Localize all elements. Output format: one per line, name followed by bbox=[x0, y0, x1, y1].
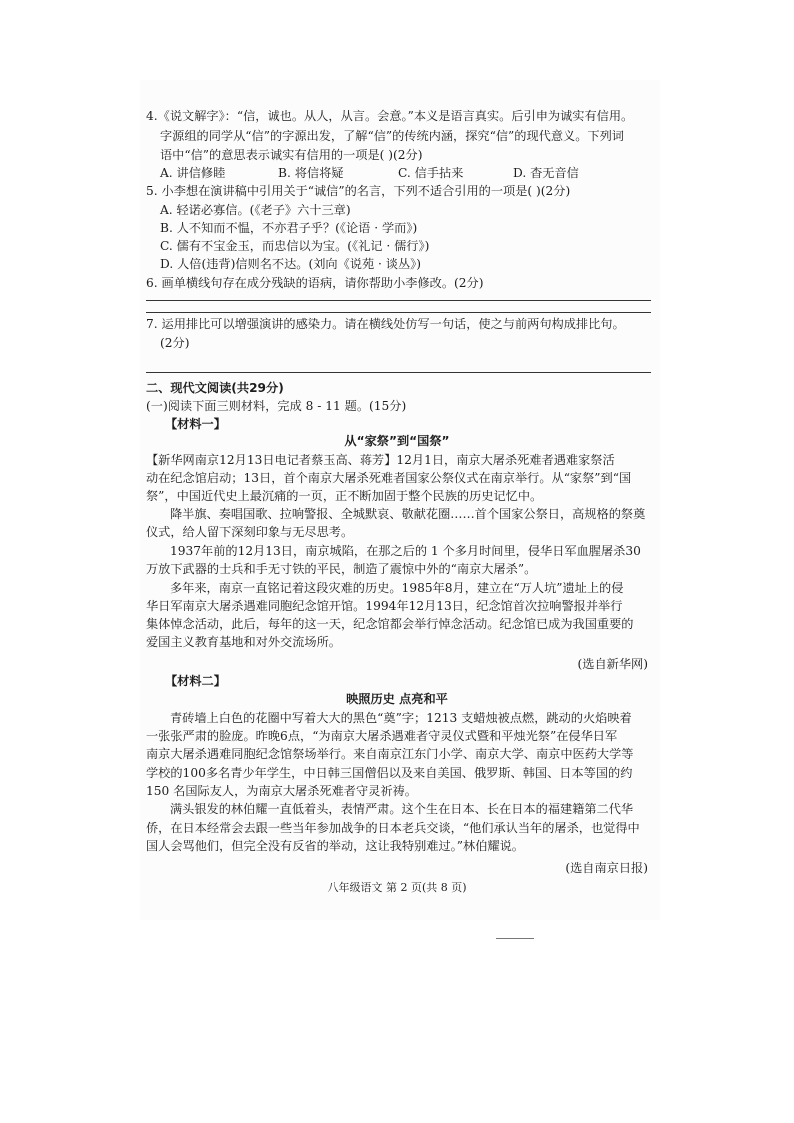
material1-para: 集体悼念活动，此后，每年的这一天，纪念馆都会举行悼念活动。纪念馆已成为我国重要的 bbox=[146, 617, 634, 631]
scan-mark bbox=[496, 938, 534, 939]
section-title: 二、现代文阅读(共29分) bbox=[146, 381, 284, 395]
q4-line2: 字源组的同学从“信”的字源出发，了解“信”的传统内涵，探究“信”的现代意义。下列词 bbox=[160, 129, 624, 143]
material1-para: 祭”，中国近代史上最沉痛的一页，正不断加固于整个民族的历史记忆中。 bbox=[146, 489, 543, 503]
material2-para: 一张张严肃的脸庞。昨晚6点，“为南京大屠杀遇难者守灵仪式暨和平烛光祭”在侵华日军 bbox=[146, 729, 618, 743]
material2-label: 【材料二】 bbox=[165, 674, 226, 688]
q5-option-a: A. 轻诺必寡信。(《老子》六十三章) bbox=[160, 203, 351, 217]
material2-para: 学校的100多名青少年学生，中日韩三国僧侣以及来自美国、俄罗斯、韩国、日本等国的约 bbox=[146, 766, 633, 780]
q4-option-c: C. 信手拈来 bbox=[398, 166, 464, 180]
q5-line1: 5. 小李想在演讲稿中引用关于“诚信”的名言，下列不适合引用的一项是( )(2分) bbox=[146, 184, 571, 198]
q4-option-d: D. 杳无音信 bbox=[513, 166, 579, 180]
q4-option-b: B. 将信将疑 bbox=[278, 166, 344, 180]
material1-label: 【材料一】 bbox=[165, 417, 226, 431]
material1-para: 华日军南京大屠杀遇难同胞纪念馆开馆。1994年12月13日，纪念馆首次拉响警报并举行 bbox=[146, 599, 623, 613]
material1-para: 降半旗、奏唱国歌、拉响警报、全城默哀、敬献花圈……首个国家公祭日，高规格的祭奠 bbox=[170, 507, 646, 521]
q4-line1: 4.《说文解字》：“信，诚也。从人，从言。会意。”本义是语言真实。后引申为诚实有信用。 bbox=[146, 109, 634, 123]
material1-para: 爱国主义教育基地和对外交流场所。 bbox=[146, 635, 341, 649]
material1-para: 1937年前的12月13日，南京城陷，在那之后的 1 个多月时间里，侵华日军血腥屠杀30 bbox=[170, 544, 641, 558]
material2-para: 南京大屠杀遇难同胞纪念馆祭场举行。来自南京江东门小学、南京大学、南京中医药大学等 bbox=[146, 747, 634, 761]
answer-line-q7-top bbox=[146, 312, 651, 313]
material2-para: 侨，在日本经常会去跟一些当年参加战争的日本老兵交谈，“他们承认当年的屠杀，也觉得中 bbox=[146, 821, 640, 835]
q5-option-b: B. 人不知而不愠，不亦君子乎？(《论语 · 学而》) bbox=[160, 221, 418, 235]
material2-source: (选自南京日报) bbox=[565, 861, 648, 875]
q7-line2: (2分) bbox=[160, 336, 190, 350]
material2-para: 150 名国际友人，为南京大屠杀死难者守灵祈祷。 bbox=[146, 784, 417, 798]
answer-line-q6 bbox=[146, 300, 651, 301]
q5-option-d: D. 人倍(违背)信则名不达。(刘向《说苑 · 谈丛》) bbox=[160, 257, 422, 271]
material1-para: 动在纪念馆启动；13日，首个南京大屠杀死难者国家公祭仪式在南京举行。从“家祭”到“国 bbox=[146, 471, 632, 485]
material2-title: 映照历史 点亮和平 bbox=[346, 692, 448, 706]
page-footer: 八年级语文 第 2 页(共 8 页) bbox=[327, 881, 467, 894]
material1-source: (选自新华网) bbox=[577, 657, 648, 671]
material1-para: 仪式，给人留下深刻印象与无尽思考。 bbox=[146, 525, 354, 539]
material1-title: 从“家祭”到“国祭” bbox=[344, 434, 450, 448]
material2-para: 青砖墙上白色的花圈中写着大大的黑色“奠”字；1213 支蜡烛被点燃，跳动的火焰映着 bbox=[170, 711, 632, 725]
q6-line1: 6. 画单横线句存在成分残缺的语病，请你帮助小李修改。(2分) bbox=[146, 276, 484, 290]
material2-para: 满头银发的林伯耀一直低着头，表情严肃。这个生在日本、长在日本的福建籍第二代华 bbox=[170, 802, 634, 816]
q4-option-a: A. 讲信修睦 bbox=[160, 166, 226, 180]
q5-option-c: C. 儒有不宝金玉，而忠信以为宝。(《礼记 · 儒行》) bbox=[160, 239, 430, 253]
material2-para: 国人会骂他们，但完全没有反省的举动，这让我特别难过。”林伯耀说。 bbox=[146, 839, 524, 853]
material1-para: 多年来，南京一直铭记着这段灾难的历史。1985年8月，建立在“万人坑”遗址上的侵 bbox=[170, 581, 624, 595]
q7-line1: 7. 运用排比可以增强演讲的感染力。请在横线处仿写一句话，使之与前两句构成排比句。 bbox=[146, 317, 625, 331]
material1-para: 【新华网南京12月13日电记者蔡玉高、蒋芳】12月1日，南京大屠杀死难者遇难家祭活 bbox=[146, 453, 615, 467]
section-instructions: (一)阅读下面三则材料，完成 8 - 11 题。(15分) bbox=[146, 399, 407, 413]
answer-line-q7 bbox=[146, 372, 651, 373]
q4-line3: 语中“信”的意思表示诚实有信用的一项是( )(2分) bbox=[160, 148, 423, 162]
material1-para: 万放下武器的士兵和手无寸铁的平民，制造了震惊中外的“南京大屠杀”。 bbox=[146, 562, 537, 576]
